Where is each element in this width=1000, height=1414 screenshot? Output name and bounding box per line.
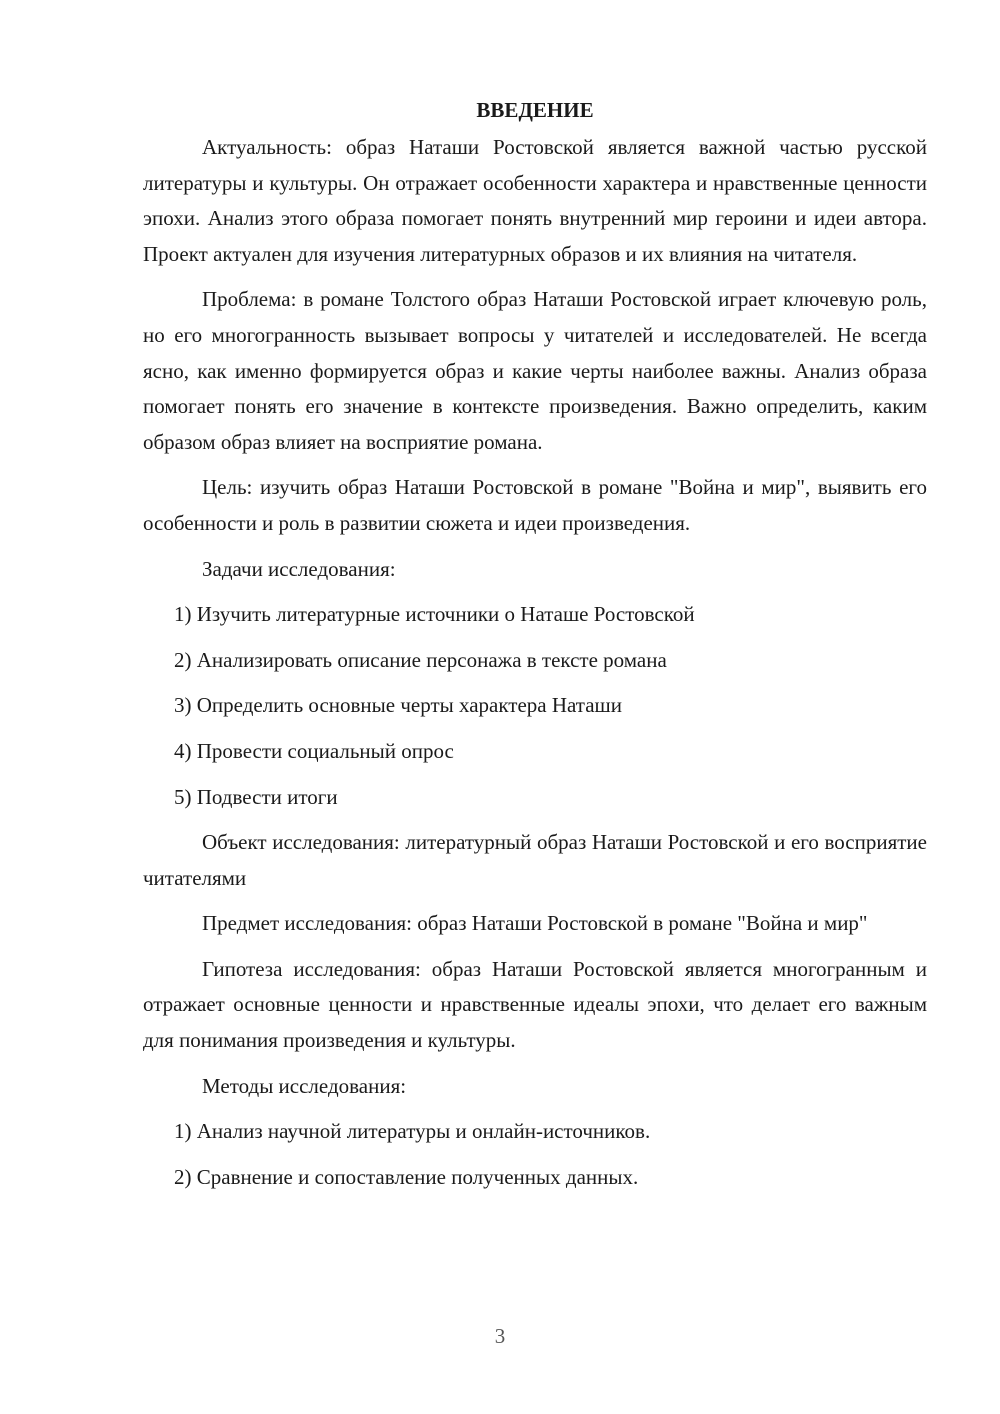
task-item-5: 5) Подвести итоги [174, 784, 338, 809]
paragraph-problem: Проблема: в романе Толстого образ Наташи Ростовской играет ключевую роль, но его многогранность вызывает вопросы у читателей и исследователей. Не всегда ясно, как именно формируется образ и какие черты наиболее важны. Анализ образа помогает понять его значение в контексте произведения. Важно определить, каким образом образ влияет на восприятие романа. [143, 287, 927, 454]
paragraph-object: Объект исследования: литературный образ Наташи Ростовской и его восприятие читателями [143, 830, 927, 890]
tasks-heading: Задачи исследования: [202, 556, 396, 581]
task-item-2: 2) Анализировать описание персонажа в тексте романа [174, 647, 667, 672]
method-item-2: 2) Сравнение и сопоставление полученных данных. [174, 1164, 639, 1189]
task-item-3: 3) Определить основные черты характера Наташи [174, 693, 622, 718]
paragraph-hypothesis: Гипотеза исследования: образ Наташи Ростовской является многогранным и отражает основные ценности и нравственные идеалы эпохи, что делает его важным для понимания произведения и культуры. [143, 956, 927, 1053]
method-item-1: 1) Анализ научной литературы и онлайн-источников. [174, 1119, 651, 1144]
page-content [143, 94, 927, 1195]
task-item-1: 1) Изучить литературные источники о Наташе Ростовской [174, 602, 695, 627]
paragraph-relevance: Актуальность: образ Наташи Ростовской является важной частью русской литературы и культуры. Он отражает особенности характера и нравственные ценности эпохи. Анализ этого образа помогает понять внутренний мир героини и идеи автора. Проект актуален для изучения литературных образов и их влияния на читателя. [143, 135, 927, 266]
paragraph-subject: Предмет исследования: образ Наташи Ростовской в романе "Война и мир" [202, 911, 868, 936]
paragraph-goal: Цель: изучить образ Наташи Ростовской в романе "Война и мир", выявить его особенности и роль в развитии сюжета и идеи произведения. [143, 475, 927, 535]
methods-heading: Методы исследования: [202, 1073, 407, 1098]
page-number: 3 [494, 1324, 506, 1348]
task-item-4: 4) Провести социальный опрос [174, 738, 454, 763]
section-heading: ВВЕДЕНИЕ [476, 98, 594, 122]
